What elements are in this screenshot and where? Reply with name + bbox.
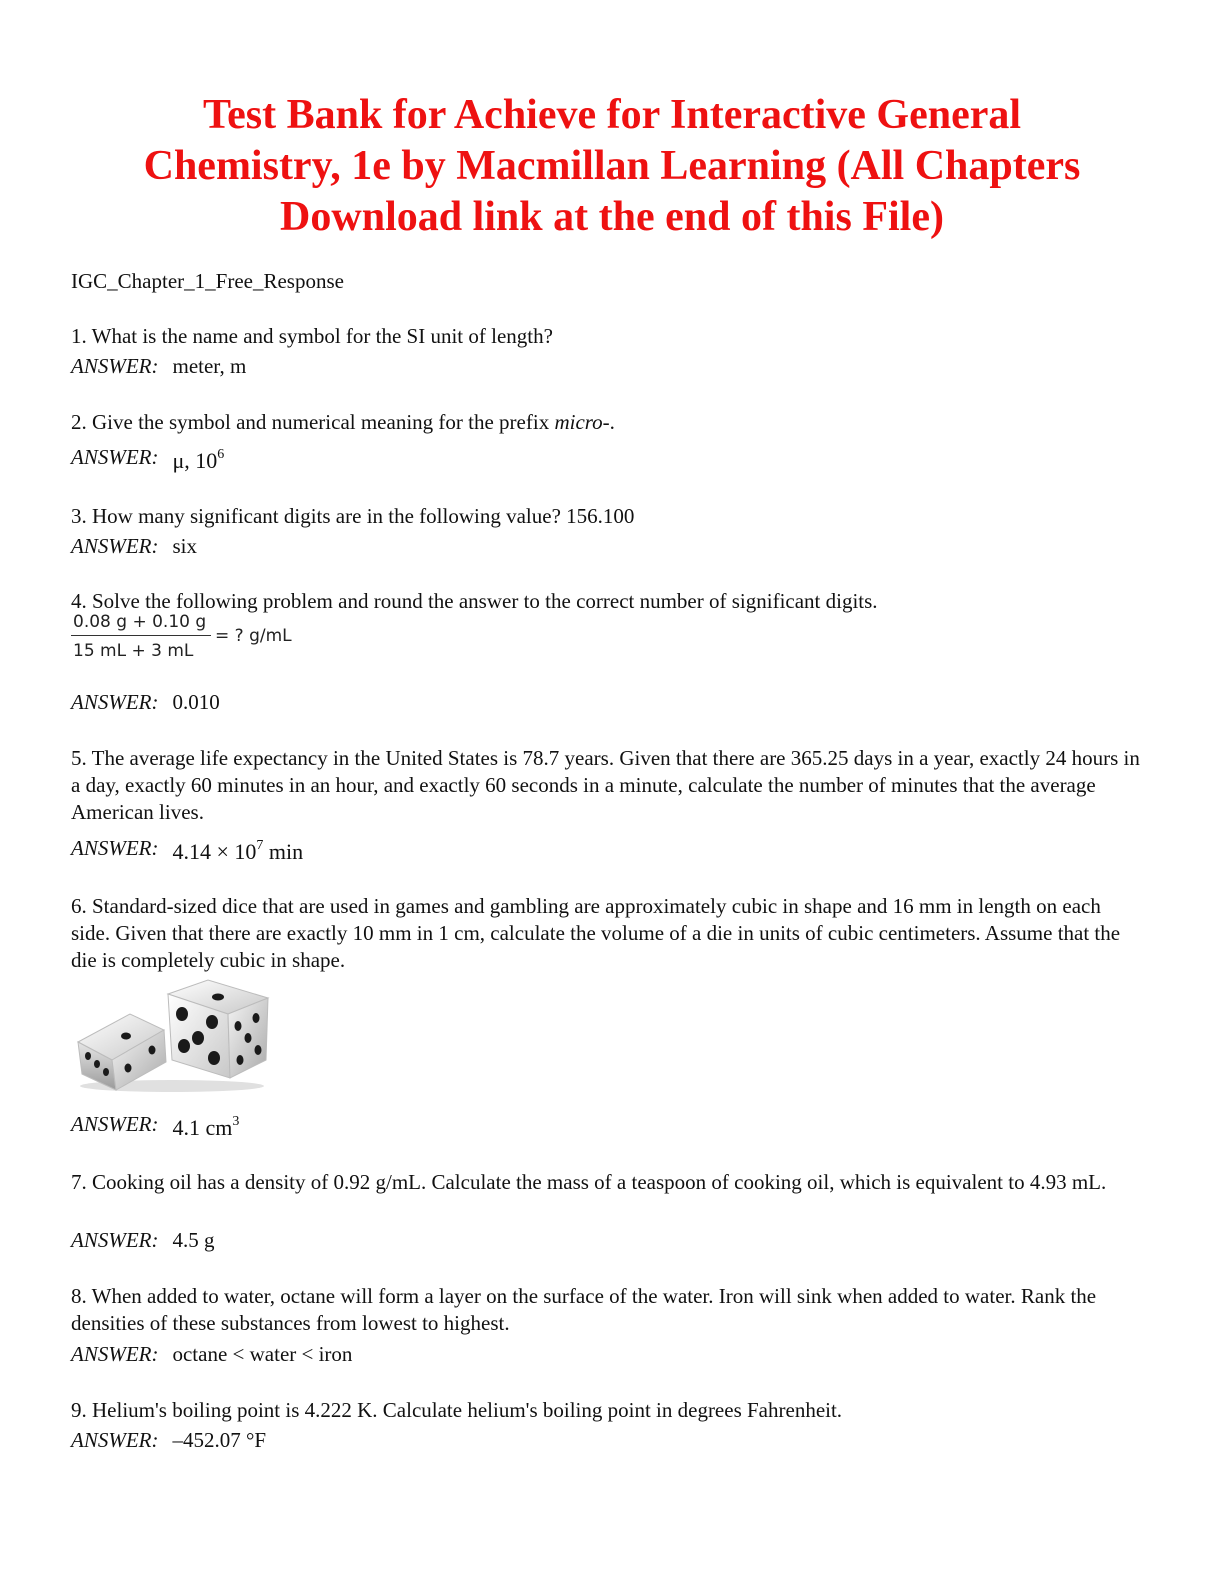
question-1-answer bbox=[71, 353, 246, 380]
question-6-answer bbox=[71, 1106, 240, 1141]
question-5-text: 5. The average life expectancy in the United States is 78.7 years. Given that there are 365.25 days in a year, exactly 24 hours in a day, exactly 60 minutes in an hour, and exactly 60 seconds in a minute, calculate the number of minutes that the average American lives. bbox=[71, 746, 1140, 824]
question-2-text: 2. Give the symbol and numerical meaning for the prefix micro-. bbox=[71, 410, 615, 434]
title-line: Test Bank for Achieve for Interactive General bbox=[202, 92, 1022, 138]
answer-value: 4.5 g bbox=[172, 1228, 215, 1252]
question-5-answer bbox=[71, 830, 304, 865]
fraction-denominator: 15 mL + 3 mL bbox=[73, 641, 194, 661]
chapter-label: IGC_Chapter_1_Free_Response bbox=[71, 269, 344, 293]
question-1-text: 1. What is the name and symbol for the SI unit of length? bbox=[71, 324, 553, 348]
question-9-answer bbox=[71, 1427, 266, 1454]
answer-label: ANSWER: bbox=[71, 445, 159, 470]
answer-value: –452.07 °F bbox=[172, 1428, 267, 1452]
answer-label: ANSWER: bbox=[71, 1112, 159, 1137]
document-title bbox=[60, 90, 1164, 243]
fraction-equation bbox=[71, 612, 292, 661]
answer-label: ANSWER: bbox=[71, 690, 159, 714]
answer-value: 0.010 bbox=[172, 690, 220, 714]
question-8-answer bbox=[71, 1341, 352, 1368]
dice-icon bbox=[72, 978, 272, 1094]
question-6-text: 6. Standard-sized dice that are used in games and gambling are approximately cubic in shape and 16 mm in length on each side. Given that there are exactly 10 mm in 1 cm, calculate the volume of a die in units of cubic centimeters. Assume that the die is completely cubic in shape. bbox=[71, 894, 1121, 972]
question-7-answer bbox=[71, 1227, 214, 1254]
question-4-text: 4. Solve the following problem and round the answer to the correct number of significant digits. bbox=[71, 589, 878, 613]
answer-value: μ, $10^6$ bbox=[172, 447, 225, 474]
title-line: Chemistry, 1e by Macmillan Learning (All Chapters bbox=[143, 143, 1081, 189]
answer-value: six bbox=[172, 534, 197, 558]
answer-label: ANSWER: bbox=[71, 354, 159, 378]
fraction-numerator: 0.08 g + 0.10 g bbox=[73, 612, 207, 632]
answer-label: ANSWER: bbox=[71, 534, 159, 558]
answer-label: ANSWER: bbox=[71, 1342, 159, 1366]
title-line: Download link at the end of this File) bbox=[280, 194, 944, 240]
question-9-text: 9. Helium's boiling point is 4.222 K. Calculate helium's boiling point in degrees Fahrenheit. bbox=[71, 1398, 843, 1422]
answer-value: octane < water < iron bbox=[172, 1342, 353, 1366]
question-4-answer bbox=[71, 689, 220, 716]
question-7-text: 7. Cooking oil has a density of 0.92 g/mL. Calculate the mass of a teaspoon of cooking oil, which is equivalent to 4.93 mL. bbox=[71, 1170, 1107, 1194]
fraction-rhs: = ? g/mL bbox=[215, 625, 292, 646]
answer-value: $4.14 \times 10^7$ min bbox=[172, 838, 304, 865]
question-2-answer bbox=[71, 439, 225, 474]
answer-label: ANSWER: bbox=[71, 1228, 159, 1252]
question-3-text: 3. How many significant digits are in the following value? 156.100 bbox=[71, 504, 635, 528]
answer-label: ANSWER: bbox=[71, 836, 159, 861]
answer-label: ANSWER: bbox=[71, 1428, 159, 1452]
question-3-answer bbox=[71, 533, 197, 560]
question-8-text: 8. When added to water, octane will form a layer on the surface of the water. Iron will sink when added to water. Rank the densities of these substances from lowest to highest. bbox=[71, 1284, 1097, 1335]
answer-value: meter, m bbox=[172, 354, 247, 378]
answer-value: 4.1 $cm^3$ bbox=[172, 1114, 240, 1141]
